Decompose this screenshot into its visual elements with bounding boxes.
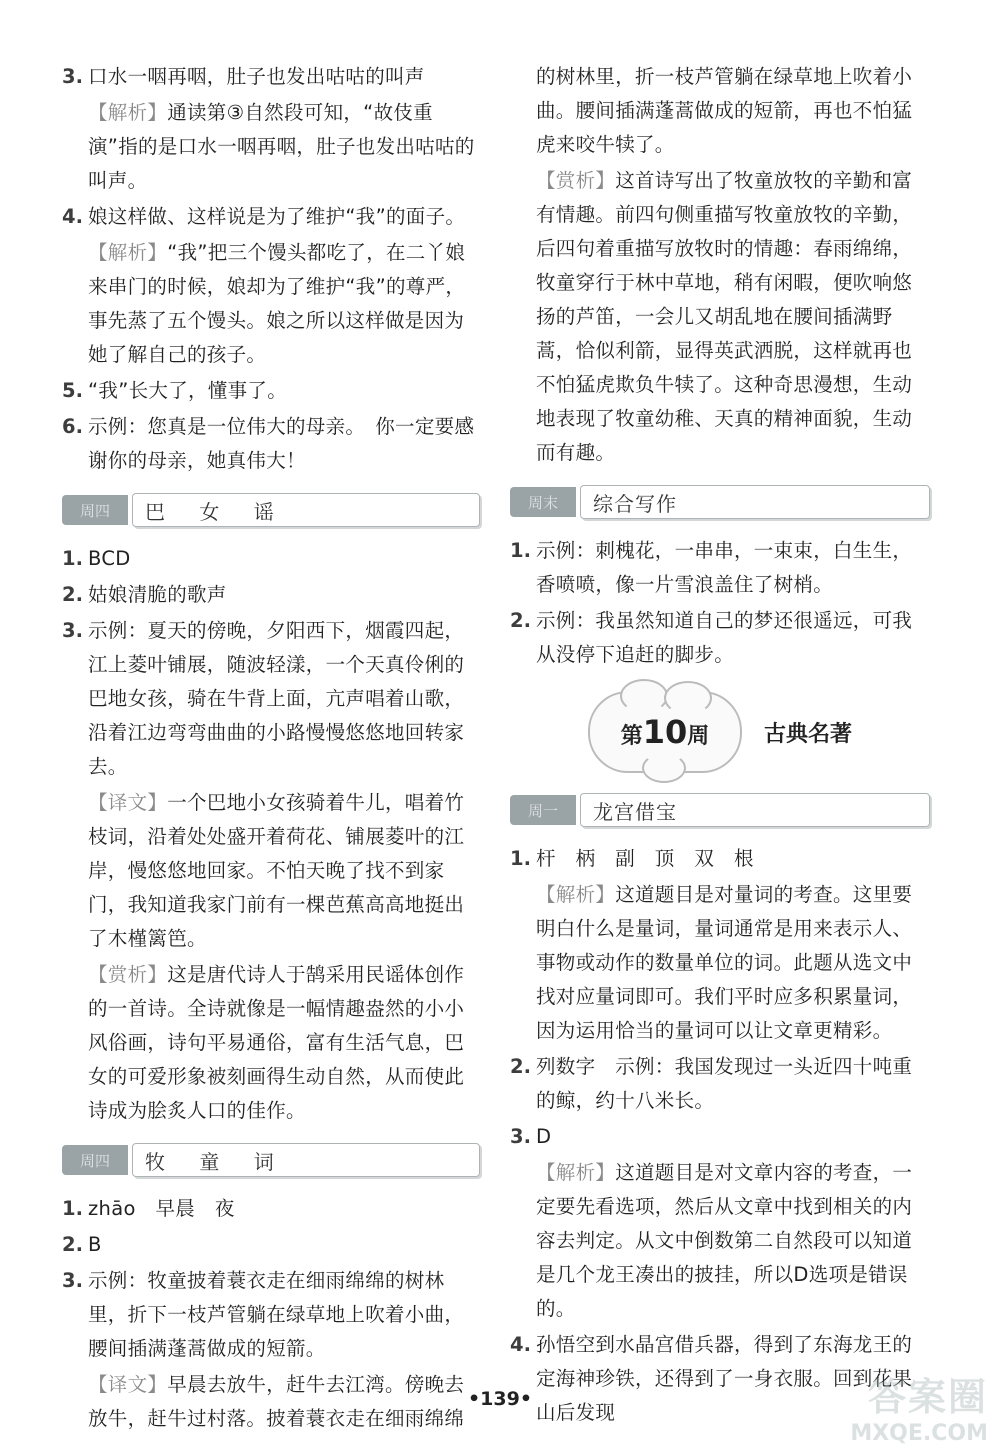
- section-badge: 周一: [510, 795, 576, 825]
- week-label: 第10周: [620, 713, 710, 751]
- answer-item: [510, 1120, 930, 1154]
- watermark-text: 答案圈: [867, 1375, 988, 1419]
- item-text: “我”长大了，懂事了。: [88, 379, 288, 402]
- answer-item: [62, 200, 480, 234]
- appreciation-tag: 【赏析】: [88, 963, 168, 986]
- analysis-block: [62, 236, 480, 372]
- item-text: zhāo 早晨 夜: [88, 1197, 235, 1220]
- item-text: D: [536, 1125, 552, 1148]
- answer-item: [62, 1228, 480, 1262]
- week-banner: [510, 686, 930, 778]
- section-badge: 周末: [510, 487, 576, 517]
- appreciation-block: [62, 958, 480, 1128]
- section-title: 龙宫借宝: [580, 793, 930, 827]
- cloud-icon: [588, 691, 742, 773]
- section-header-zong-he-xie-zuo: [510, 484, 930, 520]
- translation-text: 早晨去放牛，赶牛去江湾。傍晚去放牛，赶牛过村落。披着蓑衣走在细雨绵绵: [88, 1373, 465, 1430]
- item-text: 示例：我虽然知道自己的梦还很遥远，可我从没停下追赶的脚步。: [536, 609, 913, 666]
- section-badge: 周四: [62, 1145, 128, 1175]
- answer-item: [62, 578, 480, 612]
- answer-item: [62, 1192, 480, 1226]
- item-text: 示例：刺槐花，一串串，一束束，白生生，香喷喷，像一片雪浪盖住了树梢。: [536, 539, 913, 596]
- answer-item: [62, 614, 480, 784]
- analysis-tag: 【解析】: [88, 101, 168, 124]
- item-text: B: [88, 1233, 102, 1256]
- answer-item: [62, 374, 480, 408]
- answer-item: [510, 1050, 930, 1118]
- appreciation-tag: 【赏析】: [536, 169, 616, 192]
- analysis-tag: 【解析】: [536, 1161, 616, 1184]
- answer-item: [62, 410, 480, 478]
- section-title: 牧 童 词: [132, 1143, 480, 1177]
- item-text: 示例：牧童披着蓑衣走在细雨绵绵的树林里，折下一枝芦管躺在绿草地上吹着小曲，腰间插满蓬蒿做成的短箭。: [88, 1269, 465, 1360]
- item-text: 列数字 示例：我国发现过一头近四十吨重的鲸，约十八米长。: [536, 1055, 913, 1112]
- analysis-block: [510, 1156, 930, 1326]
- section-header-ba-nu-yao: [62, 492, 480, 528]
- item-text: 娘这样做、这样说是为了维护“我”的面子。: [88, 205, 466, 228]
- item-number: 1.: [510, 847, 531, 870]
- section-title: 综合写作: [580, 485, 930, 519]
- answer-item: [510, 604, 930, 672]
- translation-tag: 【译文】: [88, 1373, 168, 1396]
- item-number: 1.: [62, 1197, 83, 1220]
- item-text: 口水一咽再咽，肚子也发出咕咕的叫声: [88, 65, 425, 88]
- left-column: [62, 60, 480, 1438]
- item-number: 1.: [62, 547, 83, 570]
- item-text: BCD: [88, 547, 131, 570]
- appreciation-block: [510, 164, 930, 470]
- section-header-mu-tong-ci: [62, 1142, 480, 1178]
- analysis-tag: 【解析】: [536, 883, 616, 906]
- translation-tag: 【译文】: [88, 791, 168, 814]
- analysis-block: [510, 878, 930, 1048]
- translation-text: 的树林里，折一枝芦管躺在绿草地上吹着小曲。腰间插满蓬蒿做成的短箭，再也不怕猛虎来咬牛犊了。: [536, 65, 913, 156]
- analysis-text: 这道题目是对文章内容的考查，一定要先看选项，然后从文章中找到相关的内容去判定。从文中倒数第二自然段可以知道是几个龙王凑出的披挂，所以D选项是错误的。: [536, 1161, 913, 1320]
- watermark-logo: [838, 1366, 988, 1446]
- answer-item: [62, 60, 480, 94]
- appreciation-text: 这是唐代诗人于鹄采用民谣体创作的一首诗。全诗就像是一幅情趣盎然的小小风俗画，诗句平易通俗，富有生活气息，巴女的可爱形象被刻画得生动自然，从而使此诗成为脍炙人口的佳作。: [88, 963, 465, 1122]
- section-badge: 周四: [62, 495, 128, 525]
- item-number: 2.: [510, 609, 531, 632]
- item-number: 2.: [510, 1055, 531, 1078]
- analysis-block: [62, 96, 480, 198]
- answer-item: [510, 842, 930, 876]
- answer-item: [62, 1264, 480, 1366]
- analysis-text: 通读第③自然段可知，“故伎重演”指的是口水一咽再咽，肚子也发出咕咕的叫声。: [88, 101, 475, 192]
- analysis-text: “我”把三个馒头都吃了，在二丫娘来串门的时候，娘却为了维护“我”的尊严，事先蒸了五个馒头。娘之所以这样做是因为她了解自己的孩子。: [88, 241, 466, 366]
- item-number: 4.: [510, 1333, 531, 1356]
- item-number: 3.: [510, 1125, 531, 1148]
- appreciation-text: 这首诗写出了牧童放牧的辛勤和富有情趣。前四句侧重描写牧童放牧的辛勤，后四句着重描写放牧时的情趣：春雨绵绵，牧童穿行于林中草地，稍有闲暇，便吹响悠扬的芦笛，一会儿又胡乱地在腰间插满野蒿，恰似利箭，显得英武洒脱，这样就再也不怕猛虎欺负牛犊了。这种奇思漫想，生动地表现了牧童幼稚、天真的精神面貌，生动而有趣。: [536, 169, 913, 464]
- answer-item: [62, 542, 480, 576]
- page-number: •139•: [468, 1388, 532, 1410]
- item-number: 5.: [62, 379, 83, 402]
- analysis-text: 这道题目是对量词的考查。这里要明白什么是量词，量词通常是用来表示人、事物或动作的数量单位的词。此题从选文中找对应量词即可。我们平时应多积累量词，因为运用恰当的量词可以让文章更精彩。: [536, 883, 913, 1042]
- week-title: 古典名著: [763, 721, 852, 747]
- analysis-tag: 【解析】: [88, 241, 168, 264]
- item-number: 2.: [62, 1233, 83, 1256]
- section-title: 巴 女 谣: [132, 493, 480, 527]
- item-number: 3.: [62, 65, 83, 88]
- item-number: 3.: [62, 619, 83, 642]
- item-number: 4.: [62, 205, 83, 228]
- item-number: 3.: [62, 1269, 83, 1292]
- item-text: 姑娘清脆的歌声: [88, 583, 227, 606]
- translation-continued: [510, 60, 930, 162]
- item-number: 1.: [510, 539, 531, 562]
- translation-block: [62, 786, 480, 956]
- item-text: 示例：您真是一位伟大的母亲。 你一定要感谢你的母亲，她真伟大！: [88, 415, 475, 472]
- right-column: [510, 60, 930, 1432]
- answer-item: [510, 534, 930, 602]
- item-number: 6.: [62, 415, 83, 438]
- item-text: 孙悟空到水晶宫借兵器，得到了东海龙王的定海神珍铁，还得到了一身衣服。回到花果山后发现: [536, 1333, 913, 1424]
- watermark-url: MXQE.COM: [850, 1421, 988, 1446]
- item-text: 示例：夏天的傍晚，夕阳西下，烟霞四起，江上菱叶铺展，随波轻漾，一个天真伶俐的巴地女孩，骑在牛背上面，亢声唱着山歌，沿着江边弯弯曲曲的小路慢慢悠悠地回转家去。: [88, 619, 465, 778]
- item-number: 2.: [62, 583, 83, 606]
- section-header-long-gong-jie-bao: [510, 792, 930, 828]
- translation-text: 一个巴地小女孩骑着牛儿，唱着竹枝词，沿着处处盛开着荷花、铺展菱叶的江岸，慢悠悠地回家。不怕天晚了找不到家门，我知道我家门前有一棵芭蕉高高地挺出了木槿篱笆。: [88, 791, 465, 950]
- item-text: 杆 柄 副 顶 双 根: [536, 847, 754, 870]
